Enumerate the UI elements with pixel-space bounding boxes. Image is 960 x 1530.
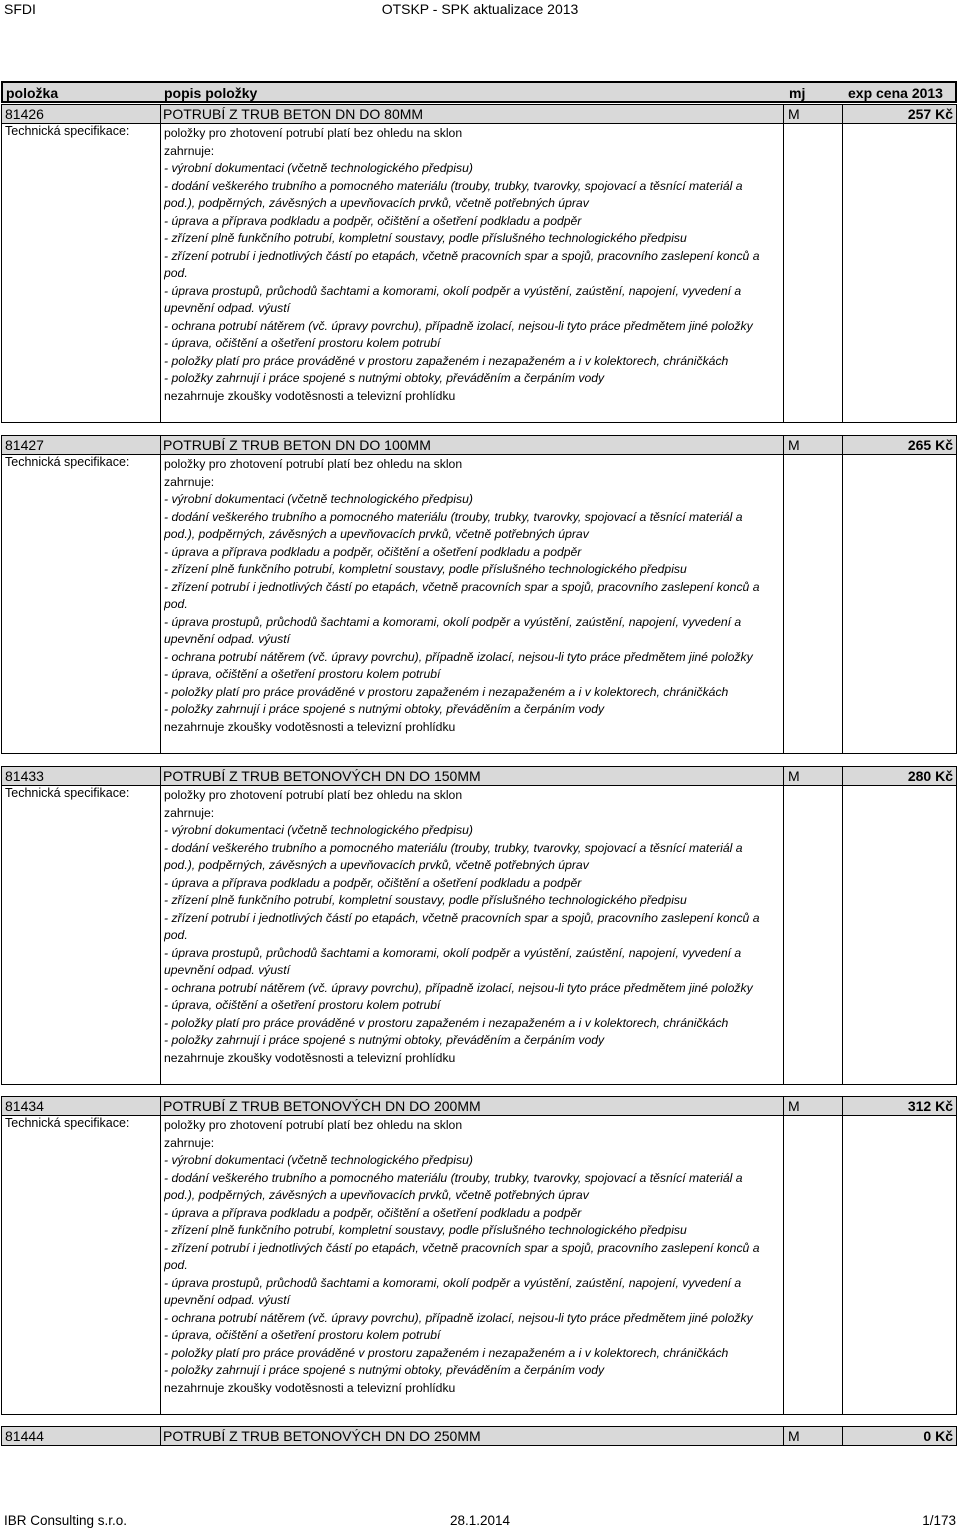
item-code: 81444 <box>5 1428 44 1444</box>
spec-line: - úprava prostupů, průchodů šachtami a komorami, okolí podpěr a vyústění, zaústění, napojení, vyvedení a <box>164 283 742 298</box>
spec-label: Technická specifikace: <box>5 455 130 469</box>
item-header-row <box>2 105 956 124</box>
spec-line: pod.), podpěrných, závěsných a upevňovacích prvků, včetně potřebných úprav <box>164 196 589 210</box>
page-header <box>0 0 960 20</box>
column-divider <box>842 436 843 753</box>
spec-line: zahrnuje: <box>164 1135 215 1150</box>
spec-line: zahrnuje: <box>164 143 215 158</box>
spec-line: - položky zahrnují i práce spojené s nutnými obtoky, převáděním a čerpáním vody <box>164 1033 605 1047</box>
spec-line: - ochrana potrubí nátěrem (vč. úpravy povrchu), případně izolací, nejsou-li tyto práce předmětem jiné položky <box>164 1310 753 1325</box>
column-divider <box>842 767 843 1084</box>
page-footer <box>0 1513 960 1529</box>
column-description: popis položky <box>164 85 258 101</box>
spec-line: - zřízení potrubí i jednotlivých částí po etapách, včetně pracovních spar a spojů, pracovního zaslepení konců a <box>164 579 760 594</box>
spec-line: - výrobní dokumentaci (včetně technologického předpisu) <box>164 492 473 506</box>
spec-line: - zřízení potrubí i jednotlivých částí po etapách, včetně pracovních spar a spojů, pracovního zaslepení konců a <box>164 910 760 925</box>
spec-line: zahrnuje: <box>164 474 215 489</box>
item-title: POTRUBÍ Z TRUB BETONOVÝCH DN DO 150MM <box>163 768 481 784</box>
spec-line: nezahrnuje zkoušky vodotěsnosti a televizní prohlídku <box>164 1380 456 1395</box>
item-block <box>1 766 957 1085</box>
item-block <box>1 1096 957 1415</box>
item-price: 265 Kč <box>907 437 953 453</box>
spec-label: Technická specifikace: <box>5 124 130 138</box>
item-unit: M <box>788 437 800 453</box>
spec-line: - položky platí pro práce prováděné v prostoru zapaženém i nezapaženém a i v kolektorech, chráničkách <box>164 684 729 699</box>
header-left: SFDI <box>4 1 36 17</box>
spec-line: - úprava a příprava podkladu a podpěr, očištění a ošetření podkladu a podpěr <box>164 875 582 890</box>
spec-line: - položky zahrnují i práce spojené s nutnými obtoky, převáděním a čerpáním vody <box>164 1363 605 1377</box>
spec-line: - položky zahrnují i práce spojené s nutnými obtoky, převáděním a čerpáním vody <box>164 371 605 385</box>
header-title: OTSKP - SPK aktualizace 2013 <box>381 1 579 17</box>
spec-line: - úprava, očištění a ošetření prostoru kolem potrubí <box>164 667 441 681</box>
item-unit: M <box>788 1428 800 1444</box>
spec-line: nezahrnuje zkoušky vodotěsnosti a televizní prohlídku <box>164 719 456 734</box>
item-price: 257 Kč <box>907 106 953 122</box>
spec-line: položky pro zhotovení potrubí platí bez ohledu na sklon <box>164 126 463 140</box>
spec-label: Technická specifikace: <box>5 786 130 800</box>
item-header-row <box>2 1427 956 1446</box>
spec-line: - položky zahrnují i práce spojené s nutnými obtoky, převáděním a čerpáním vody <box>164 702 605 716</box>
spec-text <box>164 787 779 1067</box>
spec-line: - zřízení potrubí i jednotlivých částí po etapách, včetně pracovních spar a spojů, pracovního zaslepení konců a <box>164 248 760 263</box>
item-title: POTRUBÍ Z TRUB BETON DN DO 80MM <box>163 106 424 122</box>
spec-line: - úprava a příprava podkladu a podpěr, očištění a ošetření podkladu a podpěr <box>164 213 582 228</box>
spec-line: zahrnuje: <box>164 805 215 820</box>
spec-line: - úprava, očištění a ošetření prostoru kolem potrubí <box>164 998 441 1012</box>
spec-text <box>164 125 779 405</box>
item-unit: M <box>788 106 800 122</box>
spec-line: pod.), podpěrných, závěsných a upevňovacích prvků, včetně potřebných úprav <box>164 858 589 872</box>
item-block <box>1 104 957 423</box>
spec-line: - úprava prostupů, průchodů šachtami a komorami, okolí podpěr a vyústění, zaústění, napojení, vyvedení a <box>164 614 742 629</box>
item-header-row <box>2 436 956 455</box>
column-divider <box>842 1427 843 1445</box>
column-code: položka <box>6 85 59 101</box>
item-unit: M <box>788 768 800 784</box>
column-price: exp cena 2013 <box>848 85 943 101</box>
spec-line: pod.), podpěrných, závěsných a upevňovacích prvků, včetně potřebných úprav <box>164 1188 589 1202</box>
spec-line: - úprava a příprava podkladu a podpěr, očištění a ošetření podkladu a podpěr <box>164 1205 582 1220</box>
spec-line: - položky platí pro práce prováděné v prostoru zapaženém i nezapaženém a i v kolektorech, chráničkách <box>164 353 729 368</box>
spec-line: - úprava, očištění a ošetření prostoru kolem potrubí <box>164 1328 441 1342</box>
spec-line: upevnění odpad. výustí <box>164 301 291 315</box>
item-price: 0 Kč <box>923 1428 953 1444</box>
item-code: 81434 <box>5 1098 44 1114</box>
spec-text <box>164 1117 779 1397</box>
column-divider <box>160 1097 161 1414</box>
item-header-row <box>2 1097 956 1116</box>
item-code: 81433 <box>5 768 44 784</box>
spec-line: - zřízení potrubí i jednotlivých částí po etapách, včetně pracovních spar a spojů, pracovního zaslepení konců a <box>164 1240 760 1255</box>
spec-line: pod.), podpěrných, závěsných a upevňovacích prvků, včetně potřebných úprav <box>164 527 589 541</box>
column-divider <box>160 1427 161 1445</box>
spec-line: - dodání veškerého trubního a pomocného materiálu (trouby, trubky, tvarovky, spojovací a těsnící materiál a <box>164 1170 743 1185</box>
spec-line: - úprava prostupů, průchodů šachtami a komorami, okolí podpěr a vyústění, zaústění, napojení, vyvedení a <box>164 945 742 960</box>
spec-line: - zřízení plně funkčního potrubí, kompletní soustavy, podle příslušného technologického předpisu <box>164 231 687 245</box>
spec-line: - úprava, očištění a ošetření prostoru kolem potrubí <box>164 336 441 350</box>
spec-line: - výrobní dokumentaci (včetně technologického předpisu) <box>164 1153 473 1167</box>
column-divider <box>160 105 161 422</box>
item-price: 280 Kč <box>907 768 953 784</box>
spec-line: položky pro zhotovení potrubí platí bez ohledu na sklon <box>164 457 463 471</box>
spec-line: pod. <box>164 1258 188 1272</box>
spec-line: - ochrana potrubí nátěrem (vč. úpravy povrchu), případně izolací, nejsou-li tyto práce předmětem jiné položky <box>164 980 753 995</box>
column-divider <box>160 767 161 1084</box>
spec-line: - položky platí pro práce prováděné v prostoru zapaženém i nezapaženém a i v kolektorech, chráničkách <box>164 1015 729 1030</box>
item-block <box>1 435 957 754</box>
column-divider <box>842 105 843 422</box>
spec-line: nezahrnuje zkoušky vodotěsnosti a televizní prohlídku <box>164 1050 456 1065</box>
spec-line: - úprava a příprava podkladu a podpěr, očištění a ošetření podkladu a podpěr <box>164 544 582 559</box>
column-divider <box>783 105 784 422</box>
spec-line: upevnění odpad. výustí <box>164 963 291 977</box>
item-price: 312 Kč <box>907 1098 953 1114</box>
column-divider <box>160 436 161 753</box>
column-divider <box>783 1427 784 1445</box>
spec-line: - ochrana potrubí nátěrem (vč. úpravy povrchu), případně izolací, nejsou-li tyto práce předmětem jiné položky <box>164 649 753 664</box>
spec-line: pod. <box>164 597 188 611</box>
spec-line: - dodání veškerého trubního a pomocného materiálu (trouby, trubky, tvarovky, spojovací a těsnící materiál a <box>164 178 743 193</box>
spec-line: - úprava prostupů, průchodů šachtami a komorami, okolí podpěr a vyústění, zaústění, napojení, vyvedení a <box>164 1275 742 1290</box>
spec-line: - ochrana potrubí nátěrem (vč. úpravy povrchu), případně izolací, nejsou-li tyto práce předmětem jiné položky <box>164 318 753 333</box>
spec-line: - zřízení plně funkčního potrubí, kompletní soustavy, podle příslušného technologického předpisu <box>164 1223 687 1237</box>
spec-line: pod. <box>164 266 188 280</box>
column-divider <box>842 1097 843 1414</box>
footer-company: IBR Consulting s.r.o. <box>4 1513 128 1528</box>
spec-line: položky pro zhotovení potrubí platí bez ohledu na sklon <box>164 788 463 802</box>
spec-line: - zřízení plně funkčního potrubí, kompletní soustavy, podle příslušného technologického předpisu <box>164 562 687 576</box>
spec-line: nezahrnuje zkoušky vodotěsnosti a televizní prohlídku <box>164 388 456 403</box>
item-title: POTRUBÍ Z TRUB BETONOVÝCH DN DO 250MM <box>163 1428 481 1444</box>
spec-line: - dodání veškerého trubního a pomocného materiálu (trouby, trubky, tvarovky, spojovací a těsnící materiál a <box>164 840 743 855</box>
spec-line: položky pro zhotovení potrubí platí bez ohledu na sklon <box>164 1118 463 1132</box>
item-code: 81426 <box>5 106 44 122</box>
column-divider <box>783 436 784 753</box>
item-unit: M <box>788 1098 800 1114</box>
spec-line: - zřízení plně funkčního potrubí, kompletní soustavy, podle příslušného technologického předpisu <box>164 893 687 907</box>
spec-line: - položky platí pro práce prováděné v prostoru zapaženém i nezapaženém a i v kolektorech, chráničkách <box>164 1345 729 1360</box>
spec-line: upevnění odpad. výustí <box>164 632 291 646</box>
column-header-row <box>1 81 957 103</box>
spec-line: pod. <box>164 928 188 942</box>
item-block <box>1 1426 957 1446</box>
item-code: 81427 <box>5 437 44 453</box>
spec-line: upevnění odpad. výustí <box>164 1293 291 1307</box>
footer-page-number: 1/173 <box>922 1513 956 1528</box>
item-title: POTRUBÍ Z TRUB BETON DN DO 100MM <box>163 437 431 453</box>
spec-text <box>164 456 779 736</box>
item-title: POTRUBÍ Z TRUB BETONOVÝCH DN DO 200MM <box>163 1098 481 1114</box>
column-divider <box>783 1097 784 1414</box>
spec-label: Technická specifikace: <box>5 1116 130 1130</box>
item-header-row <box>2 767 956 786</box>
column-unit: mj <box>789 85 806 101</box>
spec-line: - výrobní dokumentaci (včetně technologického předpisu) <box>164 823 473 837</box>
footer-date: 28.1.2014 <box>450 1513 511 1528</box>
spec-line: - dodání veškerého trubního a pomocného materiálu (trouby, trubky, tvarovky, spojovací a těsnící materiál a <box>164 509 743 524</box>
spec-line: - výrobní dokumentaci (včetně technologického předpisu) <box>164 161 473 175</box>
column-divider <box>783 767 784 1084</box>
